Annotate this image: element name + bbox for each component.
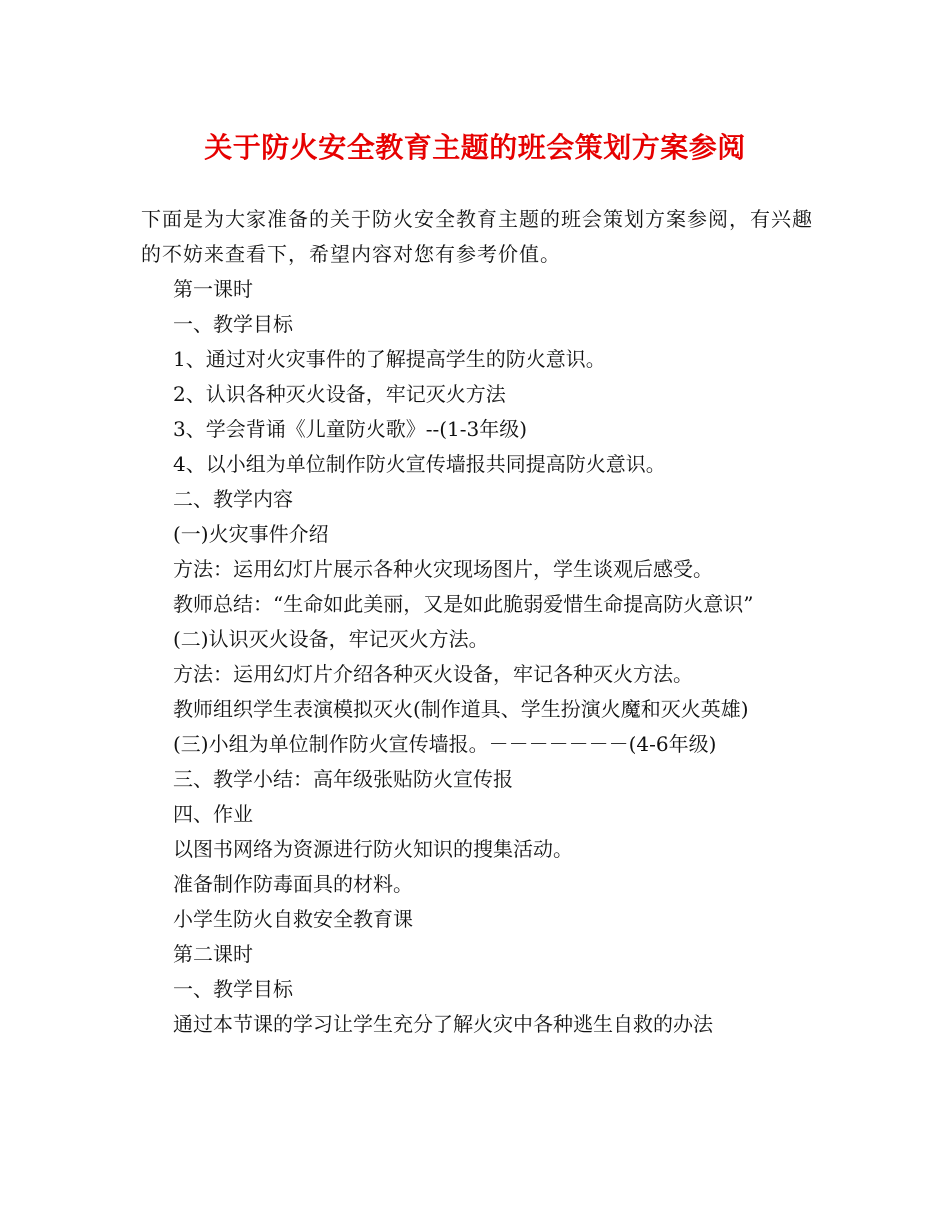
- paragraph: 2、认识各种灭火设备，牢记灭火方法: [173, 382, 506, 406]
- paragraph: 一、教学目标: [173, 977, 293, 1001]
- paragraph: 准备制作防毒面具的材料。: [173, 872, 413, 896]
- paragraph: (二)认识灭火设备，牢记灭火方法。: [173, 627, 489, 651]
- paragraph: 教师总结：“生命如此美丽，又是如此脆弱爱惜生命提高防火意识”: [173, 592, 754, 616]
- paragraph: 教师组织学生表演模拟灭火(制作道具、学生扮演火魔和灭火英雄): [173, 697, 749, 721]
- document-title: 关于防火安全教育主题的班会策划方案参阅: [204, 131, 746, 164]
- paragraph: (一)火灾事件介绍: [173, 522, 329, 546]
- paragraph: 一、教学目标: [173, 312, 293, 336]
- intro-paragraph: 下面是为大家准备的关于防火安全教育主题的班会策划方案参阅，有兴趣的不妨来查看下，希望内容对您有参考价值。: [141, 207, 813, 266]
- document-body: [141, 202, 813, 1042]
- paragraph: 1、通过对火灾事件的了解提高学生的防火意识。: [173, 347, 606, 371]
- paragraph: 4、以小组为单位制作防火宣传墙报共同提高防火意识。: [173, 452, 666, 476]
- paragraph: 通过本节课的学习让学生充分了解火灾中各种逃生自救的办法: [173, 1012, 713, 1036]
- paragraph: (三)小组为单位制作防火宣传墙报。－－－－－－－(4-6年级): [173, 732, 717, 756]
- paragraph: 3、学会背诵《儿童防火歌》--(1-3年级): [173, 417, 528, 441]
- paragraph: 二、教学内容: [173, 487, 293, 511]
- paragraph: 小学生防火自救安全教育课: [173, 907, 413, 931]
- paragraph: 四、作业: [173, 802, 253, 826]
- paragraph: 方法：运用幻灯片展示各种火灾现场图片，学生谈观后感受。: [173, 557, 713, 581]
- paragraph: 第一课时: [173, 277, 253, 301]
- paragraph: 三、教学小结：高年级张贴防火宣传报: [173, 767, 513, 791]
- paragraph: 以图书网络为资源进行防火知识的搜集活动。: [173, 837, 573, 861]
- paragraph: 方法：运用幻灯片介绍各种灭火设备，牢记各种灭火方法。: [173, 662, 693, 686]
- paragraph: 第二课时: [173, 942, 253, 966]
